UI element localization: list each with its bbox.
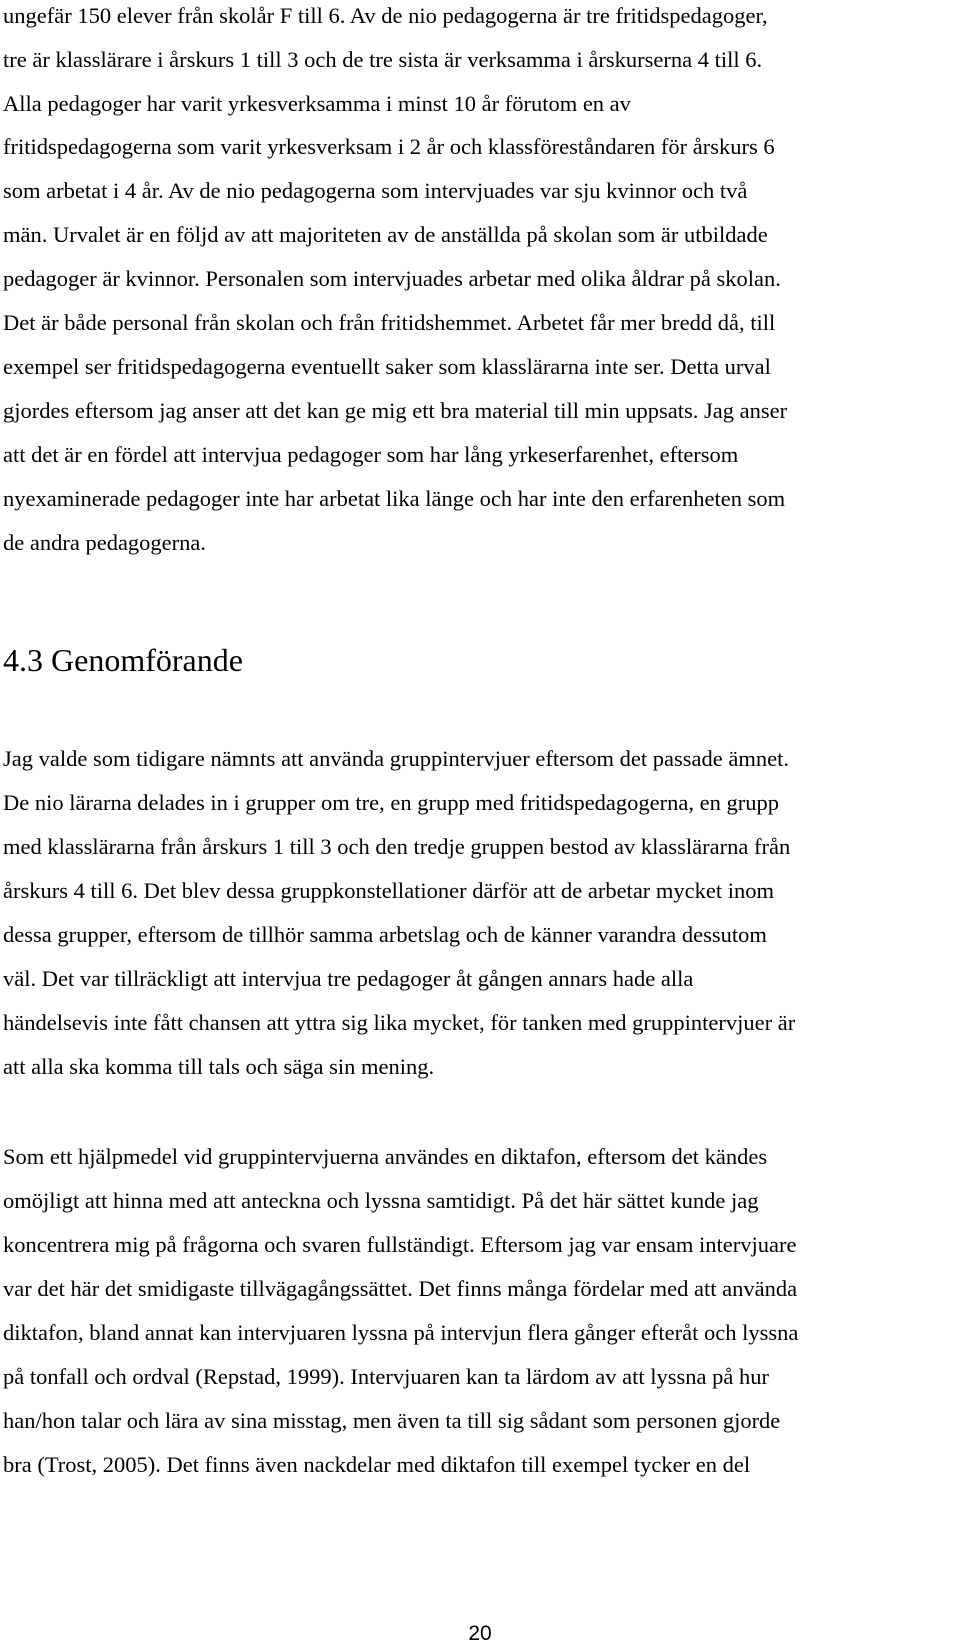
text-line: nyexaminerade pedagoger inte har arbetat lika länge och har inte den erfarenheten som [3, 486, 786, 511]
text-line: Jag valde som tidigare nämnts att använda gruppintervjuer eftersom det passade ämnet. [3, 746, 789, 771]
text-line: dessa grupper, eftersom de tillhör samma arbetslag och de känner varandra dessutom [3, 922, 767, 947]
text-line: på tonfall och ordval (Repstad, 1999). Intervjuaren kan ta lärdom av att lyssna på hur [3, 1364, 770, 1389]
page-number: 20 [468, 1622, 492, 1645]
text-line: gjordes eftersom jag anser att det kan ge mig ett bra material till min uppsats. Jag anser [3, 398, 788, 423]
text-line: Som ett hjälpmedel vid gruppintervjuerna användes en diktafon, eftersom det kändes [3, 1144, 768, 1169]
text-line: årskurs 4 till 6. Det blev dessa gruppkonstellationer därför att de arbetar mycket inom [3, 878, 775, 903]
text-line: pedagoger är kvinnor. Personalen som intervjuades arbetar med olika åldrar på skolan. [3, 266, 781, 291]
text-line: Alla pedagoger har varit yrkesverksamma i minst 10 år förutom en av [3, 91, 631, 116]
text-line: koncentrera mig på frågorna och svaren fullständigt. Eftersom jag var ensam intervjuare [3, 1232, 797, 1257]
text-line: diktafon, bland annat kan intervjuaren lyssna på intervjun flera gånger efteråt och lyssna [3, 1320, 799, 1345]
text-line: ungefär 150 elever från skolår F till 6. Av de nio pedagogerna är tre fritidspedagoger, [3, 3, 768, 28]
text-line: bra (Trost, 2005). Det finns även nackdelar med diktafon till exempel tycker en del [3, 1452, 751, 1477]
text-line: Det är både personal från skolan och från fritidshemmet. Arbetet får mer bredd då, till [3, 310, 776, 335]
text-line: händelsevis inte fått chansen att yttra sig lika mycket, för tanken med gruppintervjuer är [3, 1010, 796, 1035]
text-line: omöjligt att hinna med att anteckna och lyssna samtidigt. På det här sättet kunde jag [3, 1188, 759, 1213]
text-line: män. Urvalet är en följd av att majoriteten av de anställda på skolan som är utbildade [3, 222, 768, 247]
text-line: med klasslärarna från årskurs 1 till 3 och den tredje gruppen bestod av klasslärarna från [3, 834, 791, 859]
text-line: han/hon talar och lära av sina misstag, men även ta till sig sådant som personen gjorde [3, 1408, 781, 1433]
text-line: de andra pedagogerna. [3, 530, 207, 555]
text-line: tre är klasslärare i årskurs 1 till 3 och de tre sista är verksamma i årskurserna 4 till 6. [3, 47, 763, 72]
text-line: att alla ska komma till tals och säga sin mening. [3, 1054, 435, 1079]
text-line: att det är en fördel att intervjua pedagoger som har lång yrkeserfarenhet, eftersom [3, 442, 739, 467]
text-line: fritidspedagogerna som varit yrkesverksam i 2 år och klassföreståndaren för årskurs 6 [3, 134, 775, 159]
text-line: De nio lärarna delades in i grupper om tre, en grupp med fritidspedagogerna, en grupp [3, 790, 779, 815]
text-line: som arbetat i 4 år. Av de nio pedagogerna som intervjuades var sju kvinnor och två [3, 178, 748, 203]
section-heading: 4.3 Genomförande [3, 642, 243, 678]
text-line: väl. Det var tillräckligt att intervjua tre pedagoger åt gången annars hade alla [3, 966, 694, 991]
text-line: exempel ser fritidspedagogerna eventuellt saker som klasslärarna inte ser. Detta urval [3, 354, 771, 379]
text-line: var det här det smidigaste tillvägagångssättet. Det finns många fördelar med att använda [3, 1276, 798, 1301]
